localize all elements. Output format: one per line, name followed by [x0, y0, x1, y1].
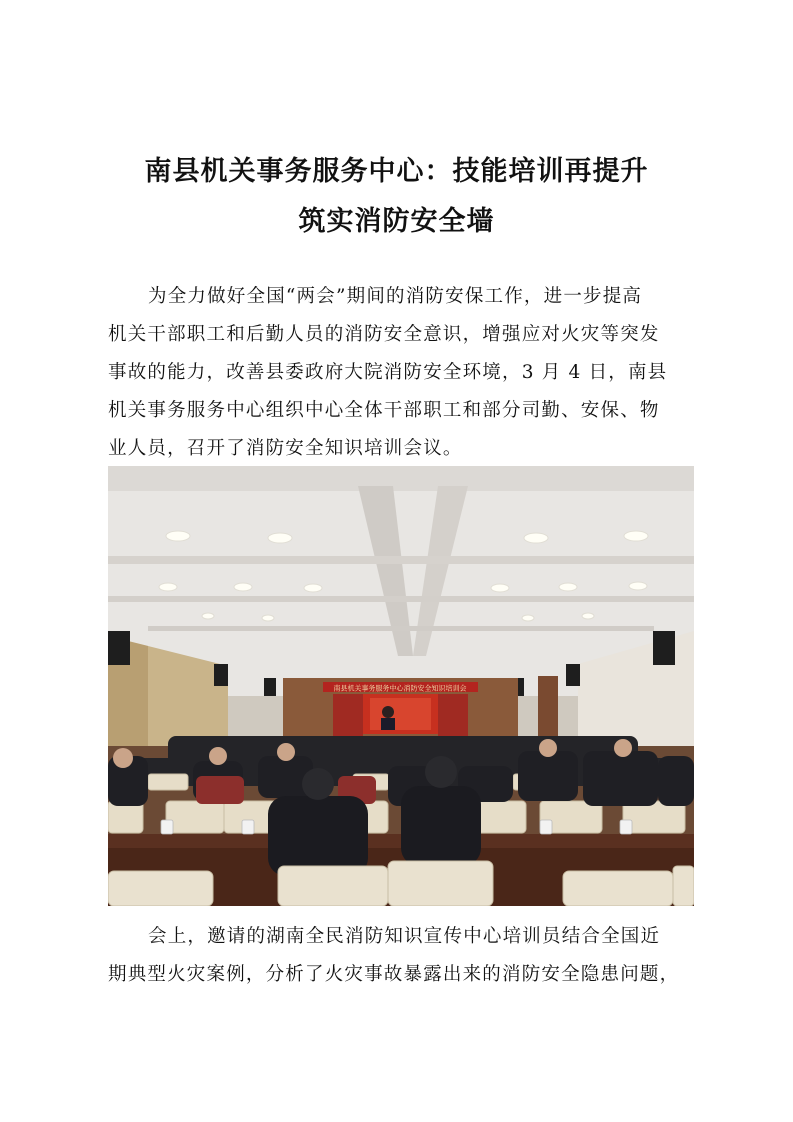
paragraph-1-line: 业人员，召开了消防安全知识培训会议。 [108, 438, 463, 459]
paragraph-2-line: 期典型火灾案例，分析了火灾事故暴露出来的消防安全隐患问题， [108, 964, 680, 985]
paragraph-1-line: 为全力做好全国“两会”期间的消防安保工作，进一步提高 [148, 286, 643, 307]
article-title-line-2: 筑实消防安全墙 [298, 206, 495, 237]
paragraph-2 [108, 918, 698, 994]
paragraph-1 [108, 278, 698, 468]
meeting-room-illustration [108, 466, 694, 906]
article-title-line-1: 南县机关事务服务中心：技能培训再提升 [144, 156, 649, 187]
paragraph-1-line: 机关干部职工和后勤人员的消防安全意识，增强应对火灾等突发 [108, 324, 660, 345]
paragraph-1-line: 事故的能力，改善县委政府大院消防安全环境，3 月 4 日，南县 [108, 362, 668, 383]
meeting-photo [108, 466, 694, 906]
banner-text: 南县机关事务服务中心消防安全知识培训会 [333, 684, 467, 693]
paragraph-2-line: 会上，邀请的湖南全民消防知识宣传中心培训员结合全国近 [148, 926, 661, 947]
paragraph-1-line: 机关事务服务中心组织中心全体干部职工和部分司勤、安保、物 [108, 400, 660, 421]
